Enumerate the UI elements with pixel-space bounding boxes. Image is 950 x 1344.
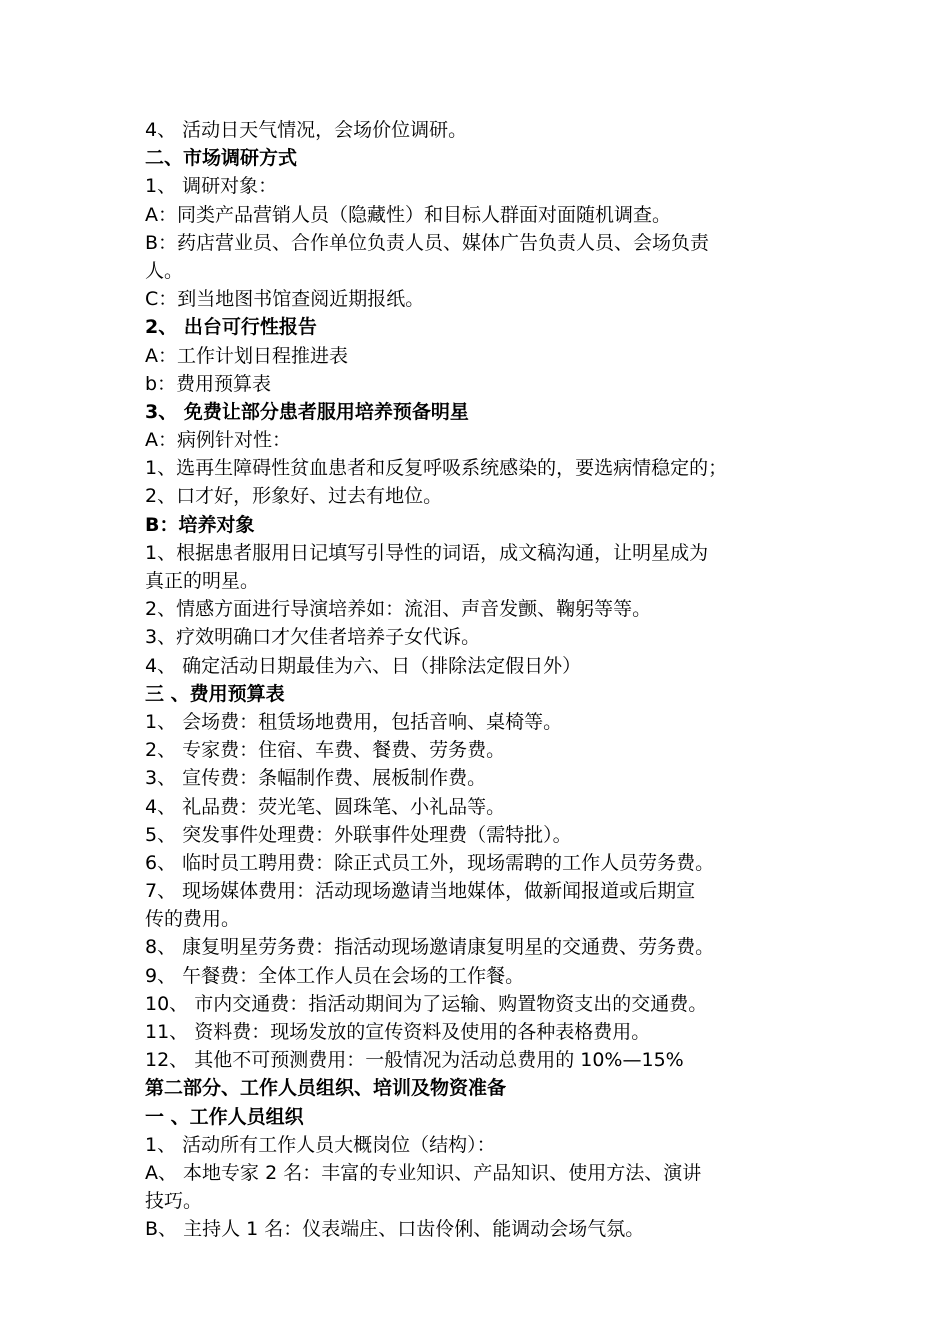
text-line: 2、 出台可行性报告 [145, 316, 317, 339]
text-line: 3、 免费让部分患者服用培养预备明星 [145, 400, 469, 423]
text-line: 1、选再生障碍性贫血患者和反复呼吸系统感染的，要选病情稳定的； [145, 457, 728, 480]
text-line: 2、情感方面进行导演培养如：流泪、声音发颤、鞠躬等等。 [145, 598, 652, 621]
text-line: 9、 午餐费：全体工作人员在会场的工作餐。 [145, 964, 525, 987]
text-line: 3、 宣传费：条幅制作费、展板制作费。 [145, 767, 487, 790]
text-line: 1、 调研对象： [145, 175, 278, 198]
text-line: 7、 现场媒体费用：活动现场邀请当地媒体，做新闻报道或后期宣 [145, 880, 696, 903]
text-line: 4、 礼品费：荧光笔、圆珠笔、小礼品等。 [145, 795, 506, 818]
text-line: b：费用预算表 [145, 372, 272, 395]
text-line: 10、 市内交通费：指活动期间为了运输、购置物资支出的交通费。 [145, 992, 708, 1015]
text-line: 真正的明星。 [145, 570, 260, 592]
document-body [145, 116, 825, 1244]
text-line: 1、根据患者服用日记填写引导性的词语，成文稿沟通，让明星成为 [145, 541, 709, 564]
text-line: 技巧。 [145, 1190, 203, 1213]
text-line: 6、 临时员工聘用费：除正式员工外，现场需聘的工作人员劳务费。 [145, 851, 715, 874]
text-line: B：药店营业员、合作单位负责人员、媒体广告负责人员、会场负责 [145, 231, 710, 254]
text-line: 一 、工作人员组织 [145, 1105, 304, 1128]
text-line: C：到当地图书馆查阅近期报纸。 [145, 288, 425, 311]
text-line: 8、 康复明星劳务费：指活动现场邀请康复明星的交通费、劳务费。 [145, 936, 715, 959]
text-line: 4、 确定活动日期最佳为六、日（排除法定假日外） [145, 654, 582, 677]
text-line: 5、 突发事件处理费：外联事件处理费（需特批）。 [145, 823, 572, 846]
text-line: A：病例针对性： [145, 429, 291, 452]
text-line: 3、疗效明确口才欠佳者培养子女代诉。 [145, 626, 481, 649]
text-line: 三 、费用预算表 [145, 682, 285, 705]
text-line: 1、 活动所有工作人员大概岗位（结构）： [145, 1133, 496, 1156]
text-line: 4、 活动日天气情况，会场价位调研。 [145, 119, 468, 141]
text-line: 1、 会场费：租赁场地费用，包括音响、桌椅等。 [145, 710, 563, 733]
text-line: 11、 资料费：现场发放的宣传资料及使用的各种表格费用。 [145, 1021, 651, 1043]
text-line: B、 主持人 1 名：仪表端庄、口齿伶俐、能调动会场气氛。 [145, 1218, 645, 1241]
text-line: A：工作计划日程推进表 [145, 344, 348, 367]
text-line: A、 本地专家 2 名：丰富的专业知识、产品知识、使用方法、演讲 [145, 1161, 702, 1184]
text-line: B：培养对象 [145, 513, 255, 536]
text-line: A：同类产品营销人员（隐藏性）和目标人群面对面随机调查。 [145, 203, 671, 226]
text-line: 人。 [145, 259, 184, 282]
text-line: 二、市场调研方式 [145, 147, 298, 170]
text-line: 2、 专家费：住宿、车费、餐费、劳务费。 [145, 739, 506, 762]
text-line: 传的费用。 [145, 908, 241, 931]
text-line: 第二部分、工作人员组织、培训及物资准备 [145, 1077, 507, 1100]
text-line: 12、 其他不可预测费用：一般情况为活动总费用的 10%—15% [145, 1049, 684, 1072]
text-line: 2、口才好，形象好、过去有地位。 [145, 485, 443, 508]
